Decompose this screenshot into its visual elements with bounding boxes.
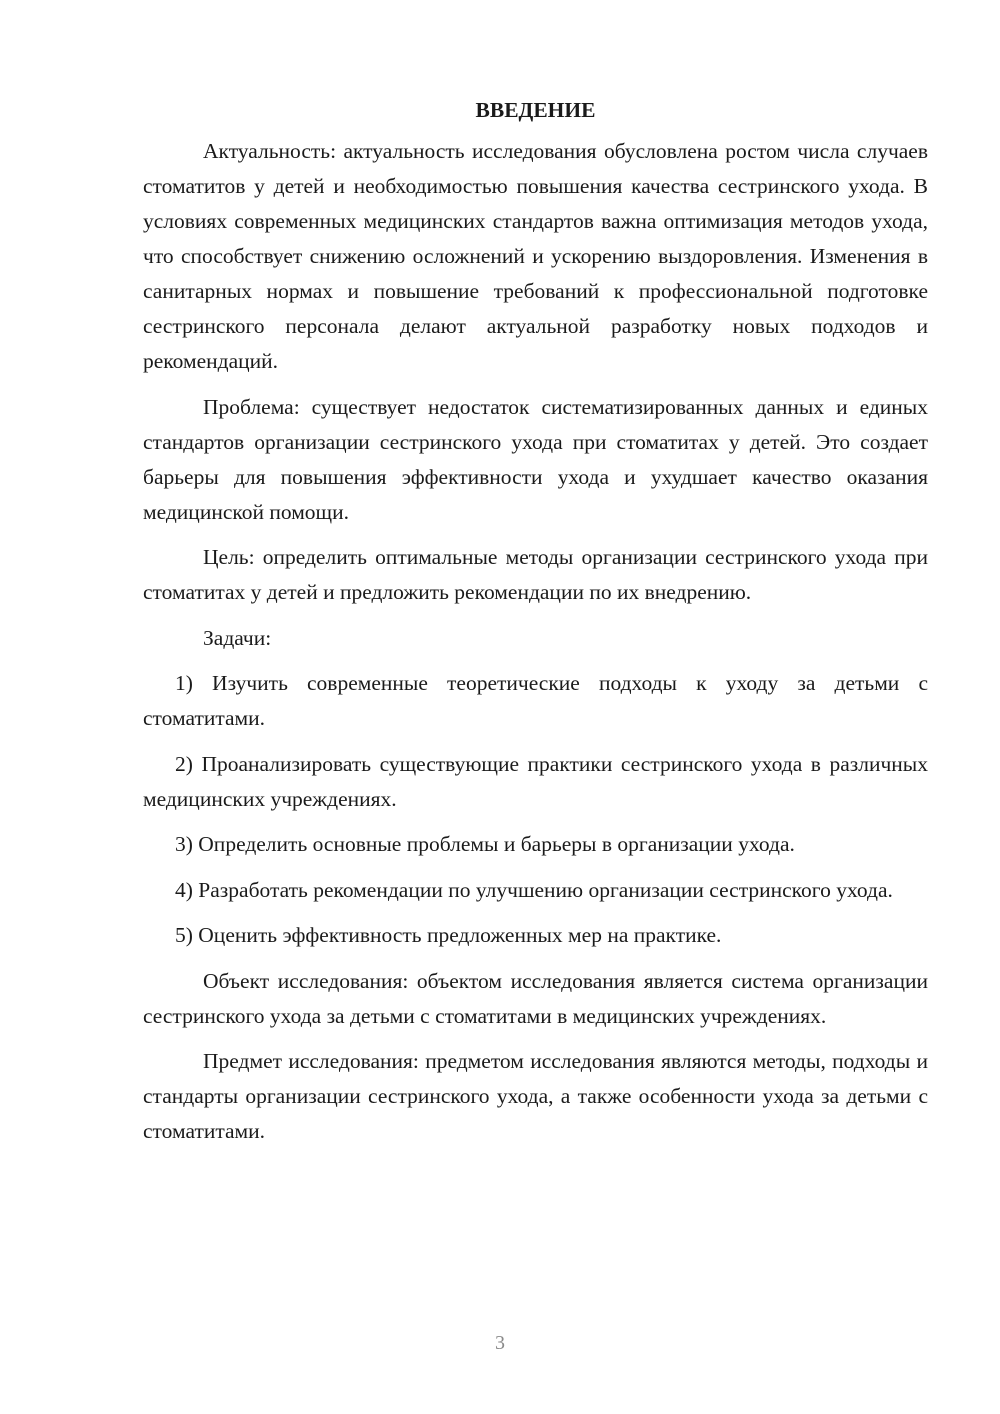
- task-item-4: 4) Разработать рекомендации по улучшению организации сестринского ухода.: [175, 877, 893, 902]
- paragraph-goal: Цель: определить оптимальные методы организации сестринского ухода при стоматитах у детей и предложить рекомендации по их внедрению.: [143, 545, 928, 604]
- section-title: ВВЕДЕНИЕ: [475, 98, 596, 122]
- paragraph-tasks-heading: Задачи:: [203, 625, 272, 650]
- paragraph-object: Объект исследования: объектом исследования является система организации сестринского ухода за детьми с стоматитами в медицинских учреждениях.: [143, 968, 928, 1028]
- task-item-1: 1) Изучить современные теоретические подходы к уходу за детьми с стоматитами.: [143, 671, 928, 730]
- paragraph-subject: Предмет исследования: предметом исследования являются методы, подходы и стандарты организации сестринского ухода, а также особенности ухода за детьми с стоматитами.: [143, 1049, 928, 1143]
- document-page: [143, 93, 928, 1160]
- task-item-2: 2) Проанализировать существующие практики сестринского ухода в различных медицинских учреждениях.: [143, 751, 928, 811]
- paragraph-relevance: Актуальность: актуальность исследования обусловлена ростом числа случаев стоматитов у детей и необходимостью повышения качества сестринского ухода. В условиях современных медицинских стандартов важна оптимизация методов ухода, что способствует снижению осложнений и ускорению выздоровления. Изменения в санитарных нормах и повышение требований к профессиональной подготовке сестринского персонала делают актуальной разработку новых подходов и рекомендаций.: [143, 139, 928, 373]
- task-item-3: 3) Определить основные проблемы и барьеры в организации ухода.: [175, 832, 795, 856]
- paragraph-problem: Проблема: существует недостаток систематизированных данных и единых стандартов организации сестринского ухода при стоматитах у детей. Это создает барьеры для повышения эффективности ухода и ухудшает качество оказания медицинской помощи.: [143, 394, 928, 524]
- task-item-5: 5) Оценить эффективность предложенных мер на практике.: [175, 923, 722, 947]
- page-number: 3: [495, 1332, 505, 1354]
